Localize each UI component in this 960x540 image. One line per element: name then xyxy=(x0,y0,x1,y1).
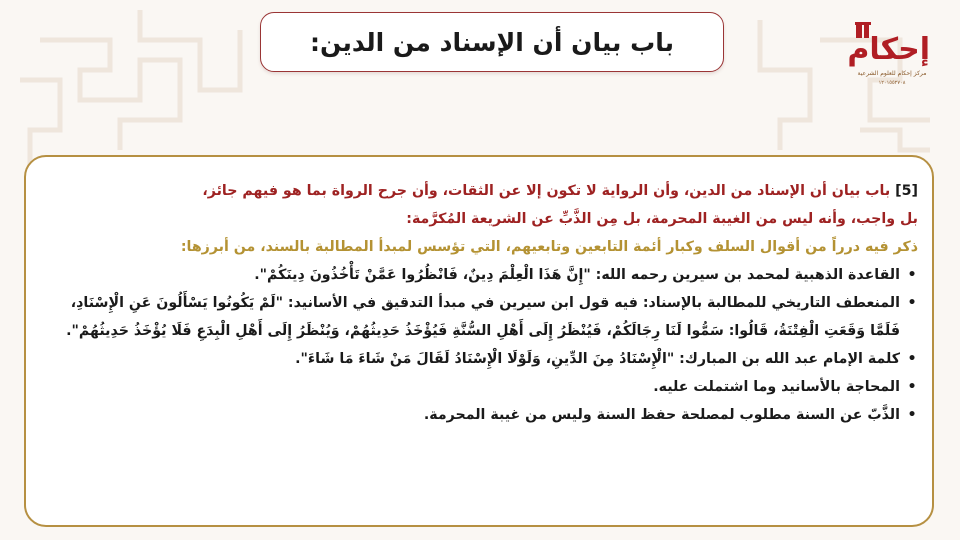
logo xyxy=(847,26,934,96)
point-text: القاعدة الذهبية لمحمد بن سيرين رحمه الله: "إِنَّ هَذَا الْعِلْمَ دِينٌ، فَانْظُرُوا عَمَّنْ تَأْخُذُونَ دِينَكُمْ". xyxy=(254,267,900,283)
bullet-icon: • xyxy=(907,295,917,311)
list-item xyxy=(42,289,917,345)
chapter-heading-line-1 xyxy=(42,177,918,205)
list-item xyxy=(42,261,917,289)
logo-name: إحكام xyxy=(847,32,930,67)
intro-text: ذكر فيه درراً من أقوال السلف وكبار أئمة التابعين وتابعيهم، التي تؤسس لمبدأ المطالبة بالسند، من أبرزها: xyxy=(180,239,918,255)
chapter-heading-text-1: باب بيان أن الإسناد من الدين، وأن الرواية لا تكون إلا عن الثقات، وأن جرح الرواة بما هو فيهم جائز، xyxy=(202,183,891,199)
list-item xyxy=(42,345,917,373)
chapter-heading-line-2 xyxy=(42,205,918,233)
point-text: الذَّبّ عن السنة مطلوب لمصلحة حفظ السنة وليس من غيبة المحرمة. xyxy=(423,407,900,423)
title-box xyxy=(260,12,724,72)
bullet-icon: • xyxy=(907,379,917,395)
list-item xyxy=(42,401,917,429)
logo-subtitle: مركز إحكام للعلوم الشرعية xyxy=(857,70,927,77)
points-list xyxy=(42,261,918,429)
content-box xyxy=(24,155,934,527)
chapter-number: [5] xyxy=(895,183,918,199)
point-text: كلمة الإمام عبد الله بن المبارك: "الْإِسْنَادُ مِنَ الدِّينِ، وَلَوْلَا الْإِسْنَادُ لَقَالَ مَنْ شَاءَ مَا شَاءَ". xyxy=(295,351,900,367)
bullet-icon: • xyxy=(907,351,917,367)
logo-number: ١٢٠١٥٥٢٧٠٨ xyxy=(878,80,906,86)
bullet-icon: • xyxy=(907,407,917,423)
chapter-heading-text-2: بل واجب، وأنه ليس من الغيبة المحرمة، بل مِن الذَّبِّ عن الشريعة المُكرَّمة: xyxy=(406,211,918,227)
list-item xyxy=(42,373,917,401)
point-text: المنعطف التاريخي للمطالبة بالإسناد: فيه قول ابن سيرين في مبدأ التدقيق في الأسانيد: "لَمْ يَكُونُوا يَسْأَلُونَ عَنِ الْإِسْنَادِ، فَلَمَّا وَقَعَتِ الْفِتْنَةُ، قَالُوا: سَمُّوا لَنَا رِجَالَكُمْ، فَيُنْظَرُ إِلَى أَهْلِ السُّنَّةِ فَيُؤْخَذُ حَدِيثُهُمْ، وَيُنْظَرُ إِلَى أَهْلِ الْبِدَعِ فَلَا يُؤْخَذُ حَدِيثُهُمْ". xyxy=(66,295,900,339)
point-text: المحاجة بالأسانيد وما اشتملت عليه. xyxy=(653,379,900,395)
page-title: باب بيان أن الإسناد من الدين: xyxy=(309,27,675,57)
bullet-icon: • xyxy=(907,267,917,283)
